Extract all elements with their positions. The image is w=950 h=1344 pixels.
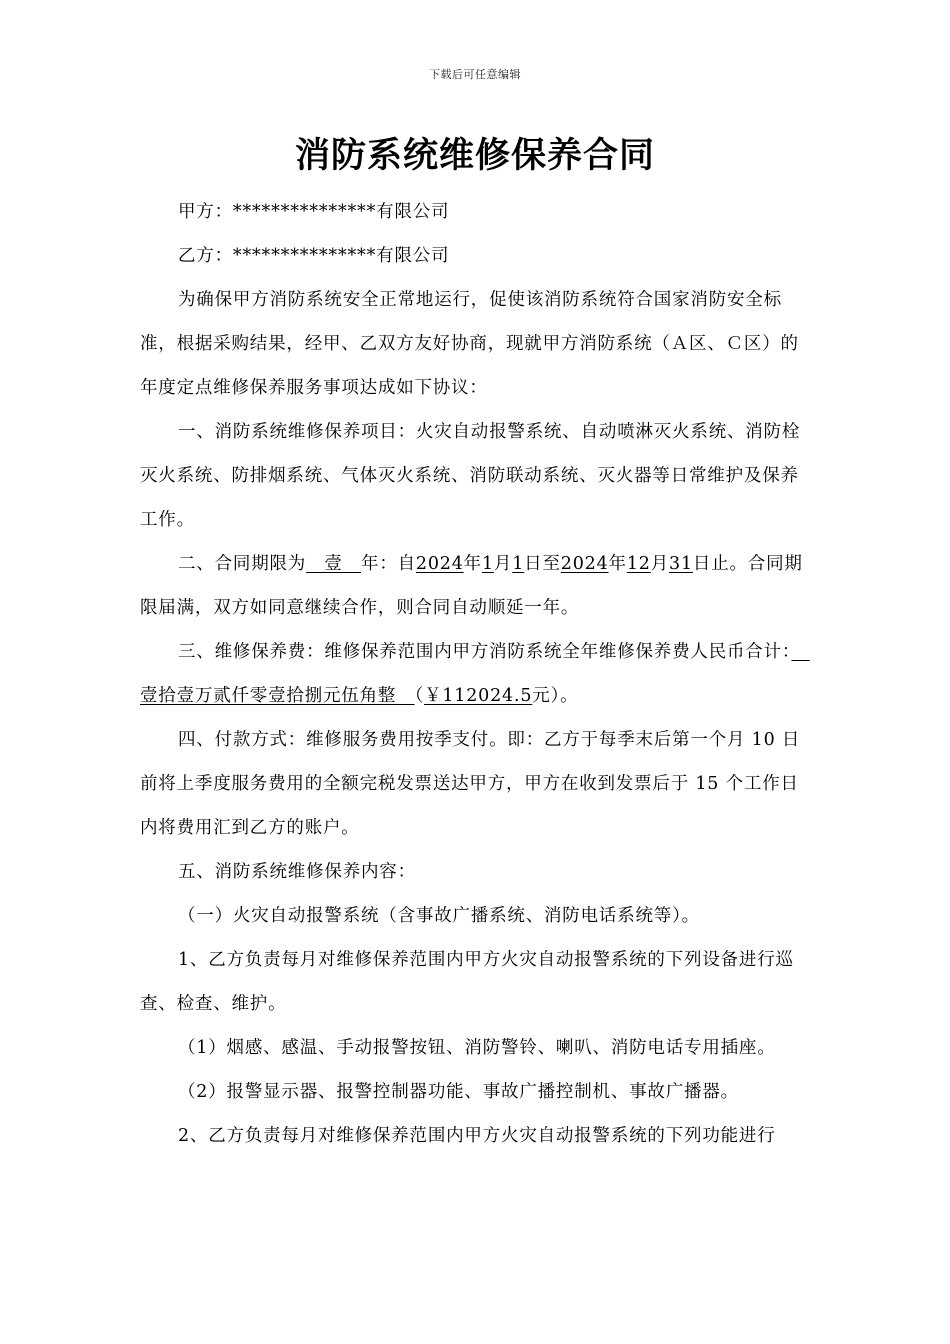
item-1: 1、乙方负责每月对维修保养范围内甲方火灾自动报警系统的下列设备进行巡查、检查、维护。 (140, 950, 794, 1014)
amount-close: 元）。 (532, 686, 579, 706)
intro-paragraph: 为确保甲方消防系统安全正常地运行，促使该消防系统符合国家消防安全标准，根据采购结果，经甲、乙双方友好协商，现就甲方消防系统（Ａ区、Ｃ区）的年度定点维修保养服务事项达成如下协议： (140, 290, 799, 398)
amount-number: ￥112024.5 (424, 686, 533, 706)
start-year: 2024 (415, 554, 464, 574)
clause-2 (140, 542, 812, 630)
end-year: 2024 (560, 554, 609, 574)
clause-2-text-4: 日至 (524, 554, 561, 574)
clause-1: 一、消防系统维修保养项目：火灾自动报警系统、自动喷淋灭火系统、消防栓灭火系统、防排烟系统、气体灭火系统、消防联动系统、灭火器等日常维护及保养工作。 (140, 422, 801, 530)
contract-body (140, 190, 812, 1158)
clause-2-suffix: 日止。合同期限届满，双方如同意继续合作，则合同自动顺延一年。 (140, 554, 803, 618)
clause-2-text-6: 月 (650, 554, 670, 574)
clause-3 (140, 630, 812, 718)
end-day: 31 (669, 554, 693, 574)
start-month: 1 (481, 554, 494, 574)
section-1-heading: （一）火灾自动报警系统（含事故广播系统、消防电话系统等）。 (178, 906, 700, 926)
clause-4: 四、付款方式：维修服务费用按季支付。即：乙方于每季末后第一个月 10 日前将上季度服务费用的全额完税发票送达甲方，甲方在收到发票后于 15 个工作日内将费用汇到乙方的账户。 (140, 730, 801, 838)
end-month: 12 (626, 554, 651, 574)
amount-open: （ (414, 686, 425, 706)
clause-2-text-2: 年 (463, 554, 482, 574)
clause-5: 五、消防系统维修保养内容： (178, 862, 416, 882)
document-title: 消防系统维修保养合同 (294, 136, 655, 176)
clause-2-prefix: 二、合同期限为 (178, 554, 307, 574)
item-2: 2、乙方负责每月对维修保养范围内甲方火灾自动报警系统的下列功能进行 (178, 1126, 776, 1146)
term-years: 壹 (306, 554, 362, 574)
item-1b: （2）报警显示器、报警控制器功能、事故广播控制机、事故广播器。 (178, 1082, 739, 1102)
item-1a: （1）烟感、感温、手动报警按钮、消防警铃、喇叭、消防电话专用插座。 (178, 1038, 776, 1058)
party-a: 甲方：***************有限公司 (178, 202, 450, 222)
amount-words: 壹拾壹万贰仟零壹拾捌元伍角整 (140, 642, 810, 706)
party-b: 乙方：***************有限公司 (178, 246, 450, 266)
start-day: 1 (512, 554, 525, 574)
clause-2-text-5: 年 (608, 554, 627, 574)
clause-2-text-3: 月 (493, 554, 513, 574)
clause-2-text-1: 年：自 (361, 554, 416, 574)
clause-3-prefix: 三、维修保养费：维修保养范围内甲方消防系统全年维修保养费人民币合计： (178, 642, 792, 662)
header-note: 下载后可任意编辑 (429, 68, 521, 81)
